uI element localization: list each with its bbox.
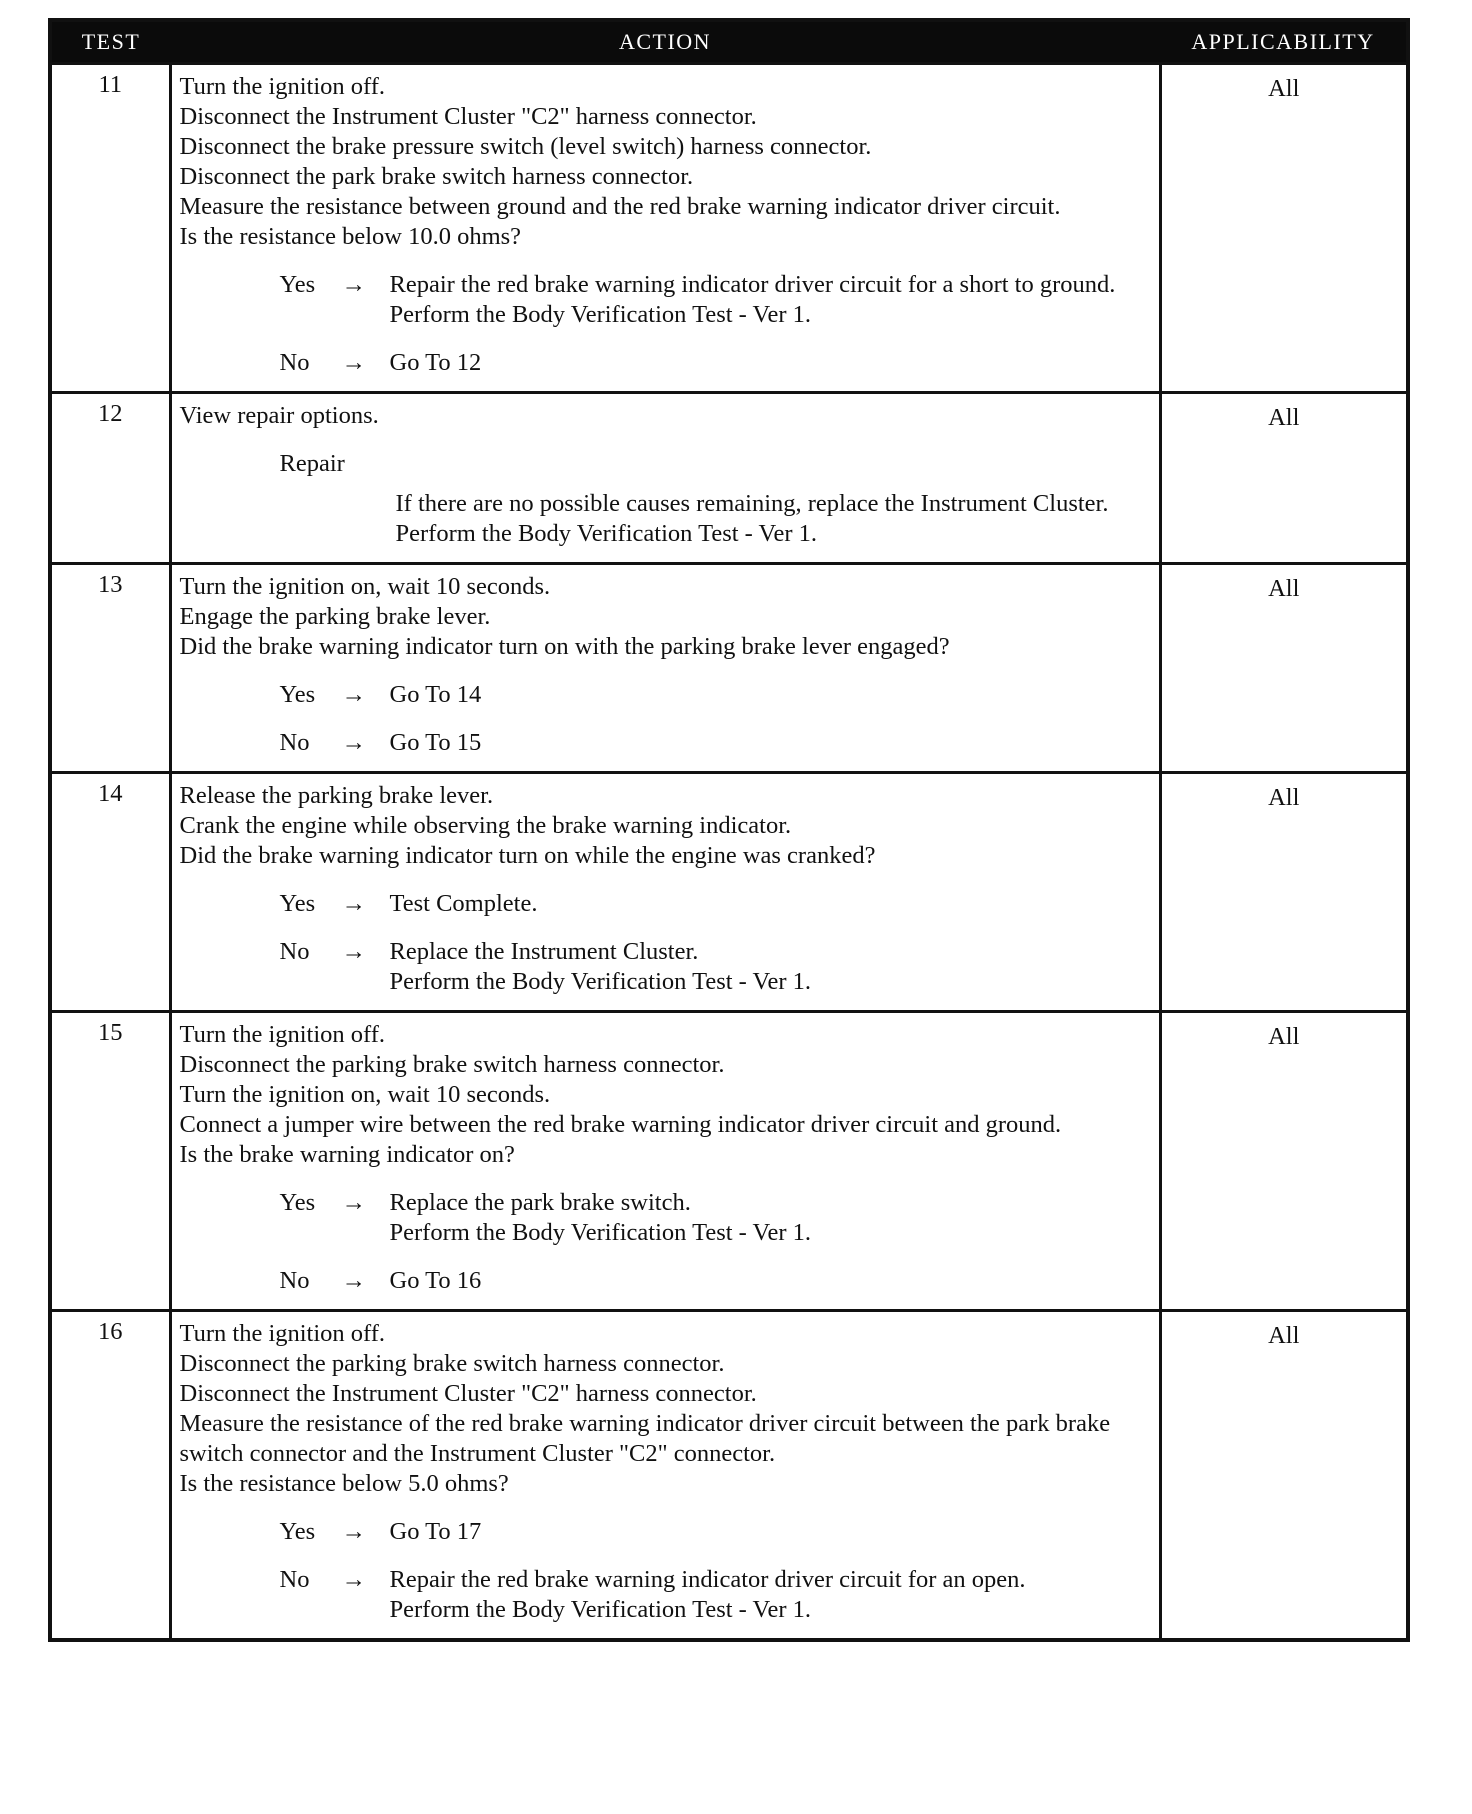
applicability-value: All <box>1160 564 1408 773</box>
action-step: Disconnect the parking brake switch harness connector. <box>179 1051 725 1078</box>
yes-branch <box>180 889 1151 919</box>
result-step: Replace the Instrument Cluster. <box>389 938 699 965</box>
no-result <box>390 348 1151 378</box>
yes-result <box>390 680 1151 710</box>
action-step: Is the brake warning indicator on? <box>179 1141 515 1168</box>
no-result <box>390 937 1151 997</box>
yes-branch <box>180 1188 1151 1248</box>
action-cell <box>170 393 1160 564</box>
result-step: Repair the red brake warning indicator driver circuit for a short to ground. <box>389 271 1116 298</box>
table-row <box>50 564 1408 773</box>
yes-result <box>390 1188 1151 1248</box>
action-step: Turn the ignition off. <box>179 1021 386 1048</box>
action-step: Turn the ignition off. <box>179 73 386 100</box>
action-cell <box>170 773 1160 1012</box>
no-branch <box>180 728 1151 758</box>
action-step: Engage the parking brake lever. <box>179 603 491 630</box>
action-cell <box>170 1012 1160 1311</box>
no-branch <box>180 348 1151 378</box>
repair-step: Perform the Body Verification Test - Ver 1. <box>395 520 818 547</box>
result-step: Perform the Body Verification Test - Ver 1. <box>389 1596 812 1623</box>
arrow-icon: → <box>341 938 366 965</box>
diagnostic-table <box>48 18 1410 1642</box>
yes-result <box>390 889 1151 919</box>
arrow-icon: → <box>341 1189 366 1216</box>
action-cell <box>170 64 1160 393</box>
result-step: Go To 14 <box>389 681 482 708</box>
result-step: Go To 17 <box>389 1518 482 1545</box>
repair-step: If there are no possible causes remaining, replace the Instrument Cluster. <box>395 490 1109 517</box>
action-step: Turn the ignition off. <box>179 1320 386 1347</box>
table-row <box>50 1012 1408 1311</box>
result-step: Go To 15 <box>389 729 482 756</box>
no-label: No <box>279 729 310 756</box>
arrow-icon: → <box>341 1267 366 1294</box>
action-step: Disconnect the brake pressure switch (level switch) harness connector. <box>179 133 872 160</box>
action-step: View repair options. <box>179 402 379 429</box>
result-step: Test Complete. <box>389 890 538 917</box>
action-step: Disconnect the parking brake switch harness connector. <box>179 1350 725 1377</box>
action-step: Measure the resistance of the red brake warning indicator driver circuit between the park brake switch connector and the Instrument Cluster "C2" connector. <box>179 1410 1111 1467</box>
table-header-row <box>50 20 1408 64</box>
yes-label: Yes <box>279 1189 316 1216</box>
action-step: Did the brake warning indicator turn on while the engine was cranked? <box>179 842 876 869</box>
action-step: Is the resistance below 10.0 ohms? <box>179 223 522 250</box>
applicability-value: All <box>1160 1012 1408 1311</box>
yes-label: Yes <box>279 890 316 917</box>
result-step: Go To 16 <box>389 1267 482 1294</box>
no-branch <box>180 1565 1151 1625</box>
action-step: Disconnect the Instrument Cluster "C2" harness connector. <box>179 103 757 130</box>
yes-branch <box>180 1517 1151 1547</box>
test-number: 13 <box>50 564 170 773</box>
result-step: Go To 12 <box>389 349 482 376</box>
action-cell <box>170 1311 1160 1641</box>
action-step: Is the resistance below 5.0 ohms? <box>179 1470 509 1497</box>
yes-label: Yes <box>279 681 316 708</box>
table-body <box>50 64 1408 1641</box>
table-row <box>50 64 1408 393</box>
arrow-icon: → <box>341 1566 366 1593</box>
table-row <box>50 393 1408 564</box>
no-label: No <box>279 1267 310 1294</box>
repair-instructions <box>396 489 1151 549</box>
arrow-icon: → <box>341 1518 366 1545</box>
action-step: Release the parking brake lever. <box>179 782 494 809</box>
yes-label: Yes <box>279 271 316 298</box>
action-step: Disconnect the park brake switch harness connector. <box>179 163 694 190</box>
action-step: Did the brake warning indicator turn on with the parking brake lever engaged? <box>179 633 950 660</box>
action-step: Crank the engine while observing the brake warning indicator. <box>179 812 792 839</box>
arrow-icon: → <box>341 890 366 917</box>
applicability-value: All <box>1160 393 1408 564</box>
no-branch <box>180 937 1151 997</box>
table-row <box>50 1311 1408 1641</box>
applicability-value: All <box>1160 64 1408 393</box>
action-step: Connect a jumper wire between the red brake warning indicator driver circuit and ground. <box>179 1111 1062 1138</box>
action-step: Disconnect the Instrument Cluster "C2" harness connector. <box>179 1380 757 1407</box>
result-step: Perform the Body Verification Test - Ver 1. <box>389 1219 812 1246</box>
test-number: 15 <box>50 1012 170 1311</box>
arrow-icon: → <box>341 349 366 376</box>
result-step: Replace the park brake switch. <box>389 1189 691 1216</box>
action-step: Turn the ignition on, wait 10 seconds. <box>179 1081 551 1108</box>
no-label: No <box>279 938 310 965</box>
test-number: 14 <box>50 773 170 1012</box>
yes-branch <box>180 270 1151 330</box>
diagnostic-test-sheet <box>48 18 1406 1642</box>
no-label: No <box>279 349 310 376</box>
arrow-icon: → <box>341 681 366 708</box>
yes-result <box>390 1517 1151 1547</box>
applicability-value: All <box>1160 1311 1408 1641</box>
result-step: Perform the Body Verification Test - Ver 1. <box>389 301 812 328</box>
test-number: 12 <box>50 393 170 564</box>
repair-label: Repair <box>279 450 345 477</box>
arrow-icon: → <box>341 271 366 298</box>
action-step: Measure the resistance between ground and the red brake warning indicator driver circuit. <box>179 193 1061 220</box>
no-result <box>390 1266 1151 1296</box>
action-cell <box>170 564 1160 773</box>
header-action: ACTION <box>170 20 1160 64</box>
header-applicability: APPLICABILITY <box>1160 20 1408 64</box>
result-step: Repair the red brake warning indicator driver circuit for an open. <box>389 1566 1026 1593</box>
test-number: 11 <box>50 64 170 393</box>
arrow-icon: → <box>341 729 366 756</box>
table-row <box>50 773 1408 1012</box>
no-result <box>390 728 1151 758</box>
no-result <box>390 1565 1151 1625</box>
yes-result <box>390 270 1151 330</box>
test-number: 16 <box>50 1311 170 1641</box>
no-label: No <box>279 1566 310 1593</box>
yes-branch <box>180 680 1151 710</box>
action-step: Turn the ignition on, wait 10 seconds. <box>179 573 551 600</box>
applicability-value: All <box>1160 773 1408 1012</box>
no-branch <box>180 1266 1151 1296</box>
result-step: Perform the Body Verification Test - Ver 1. <box>389 968 812 995</box>
yes-label: Yes <box>279 1518 316 1545</box>
header-test: TEST <box>50 20 170 64</box>
